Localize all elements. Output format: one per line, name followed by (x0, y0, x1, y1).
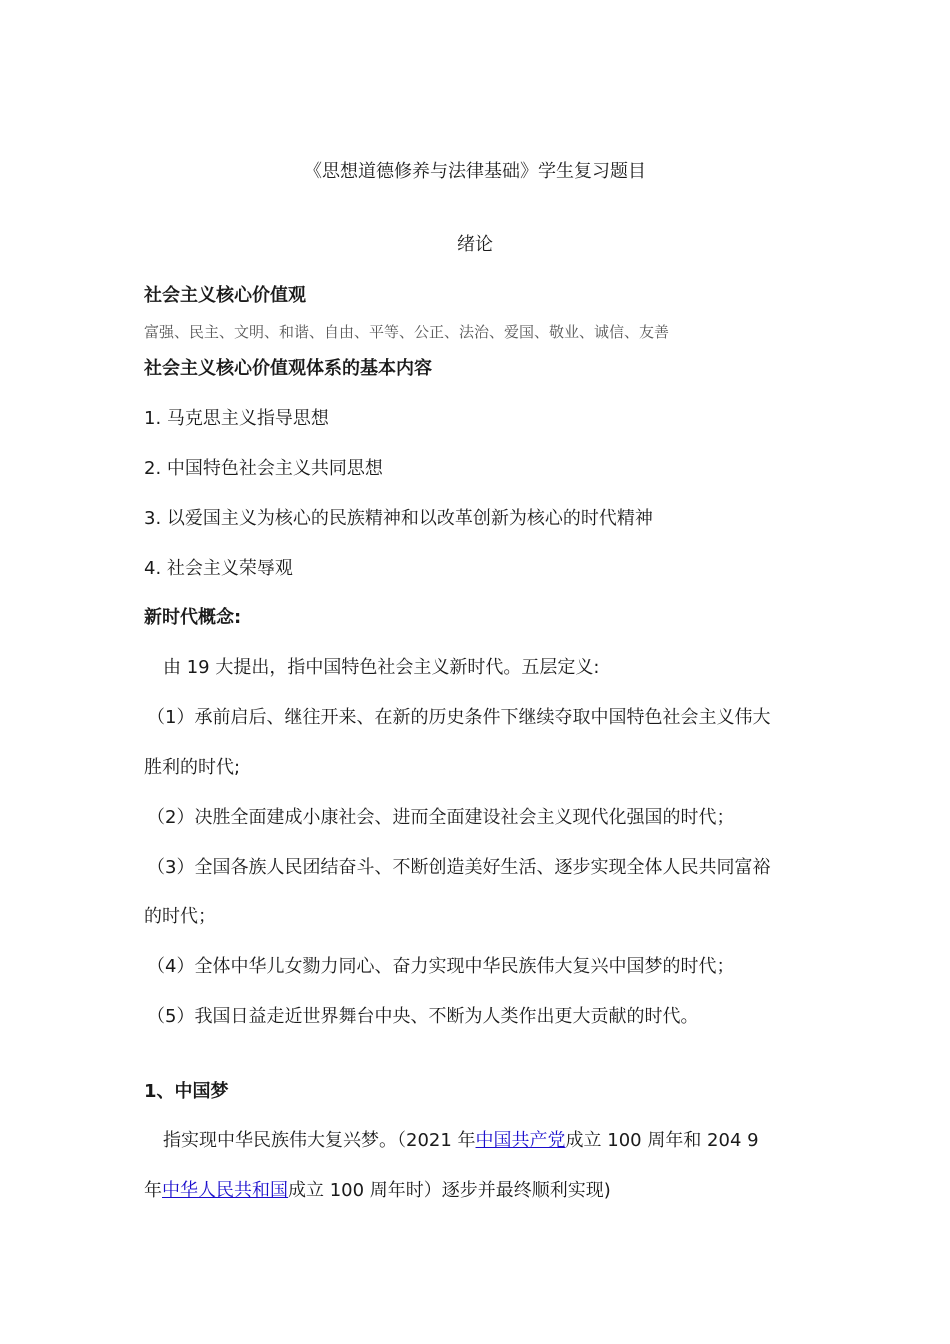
definition-4: （4）全体中华儿女勠力同心、奋力实现中华民族伟大复兴中国梦的时代； (147, 956, 735, 977)
definition-2: （2）决胜全面建成小康社会、进而全面建设社会主义现代化强国的时代； (147, 807, 735, 828)
definition-3-line-1: （3）全国各族人民团结奋斗、不断创造美好生活、逐步实现全体人民共同富裕 (147, 857, 771, 878)
list-item: 4. 社会主义荣辱观 (144, 558, 293, 579)
core-values-list: 富强、民主、文明、和谐、自由、平等、公正、法治、爱国、敬业、诚信、友善 (144, 323, 670, 341)
document-title: 《思想道德修养与法律基础》学生复习题目 (304, 161, 646, 182)
definition-1-line-1: （1）承前启后、继往开来、在新的历史条件下继续夺取中国特色社会主义伟大 (147, 707, 771, 728)
definition-1-line-2: 胜利的时代; (144, 757, 241, 778)
new-era-intro: 由 19 大提出，指中国特色社会主义新时代。五层定义: (163, 657, 600, 678)
section-heading-chinese-dream: 1、中国梦 (144, 1081, 229, 1102)
chinese-dream-text: 成立 100 周年时）逐步并最终顺利实现) (288, 1180, 611, 1201)
list-item: 1. 马克思主义指导思想 (144, 408, 329, 429)
chinese-dream-line-2 (144, 1179, 611, 1203)
definition-3-line-2: 的时代； (144, 906, 216, 927)
chinese-dream-text: 年 (144, 1180, 162, 1201)
section-heading-core-values: 社会主义核心价值观 (144, 285, 306, 306)
definition-5: （5）我国日益走近世界舞台中央、不断为人类作出更大贡献的时代。 (147, 1006, 699, 1027)
list-item: 3. 以爱国主义为核心的民族精神和以改革创新为核心的时代精神 (144, 508, 653, 529)
chinese-dream-text: 成立 100 周年和 204 9 (565, 1130, 759, 1151)
section-heading-new-era: 新时代概念: (144, 607, 242, 628)
section-heading-core-system: 社会主义核心价值观体系的基本内容 (144, 358, 432, 379)
prc-link[interactable]: 中华人民共和国 (162, 1180, 288, 1201)
list-item: 2. 中国特色社会主义共同思想 (144, 458, 383, 479)
cpc-link[interactable]: 中国共产党 (475, 1130, 566, 1151)
chapter-title: 绪论 (457, 234, 493, 255)
chinese-dream-line-1 (163, 1129, 759, 1153)
chinese-dream-text: 指实现中华民族伟大复兴梦。（2021 年 (163, 1130, 476, 1151)
